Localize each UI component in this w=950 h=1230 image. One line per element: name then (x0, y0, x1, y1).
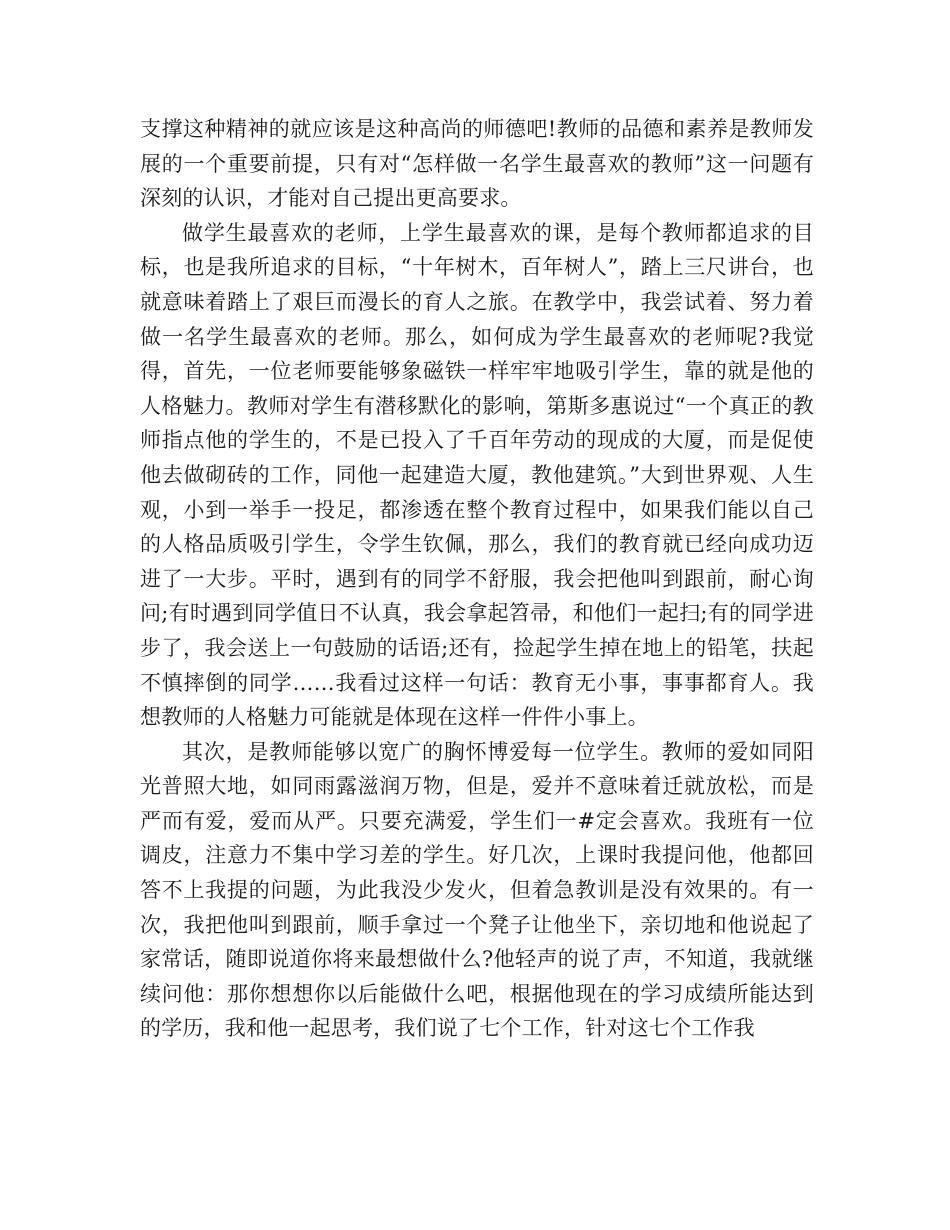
paragraph-3: 其次，是教师能够以宽广的胸怀博爱每一位学生。教师的爱如同阳光普照大地，如同雨露滋润万物，但是，爱并不意味着迁就放松，而是严而有爱，爱而从严。只要充满爱，学生们一#定会喜欢。我班有一位调皮，注意力不集中学习差的学生。好几次，上课时我提问他，他都回答不上我提的问题，为此我没少发火，但着急教训是没有效果的。有一次，我把他叫到跟前，顺手拿过一个凳子让他坐下，亲切地和他说起了家常话，随即说道你将来最想做什么?他轻声的说了声，不知道，我就继续问他：那你想想你以后能做什么吧，根据他现在的学习成绩所能达到的学历，我和他一起思考，我们说了七个工作，针对这七个工作我 (140, 739, 814, 1041)
paragraph-2: 做学生最喜欢的老师，上学生最喜欢的课，是每个教师都追求的目标，也是我所追求的目标，“十年树木，百年树人”，踏上三尺讲台，也就意味着踏上了艰巨而漫长的育人之旅。在教学中，我尝试着、努力着做一名学生最喜欢的老师。那么，如何成为学生最喜欢的老师呢?我觉得，首先，一位老师要能够象磁铁一样牢牢地吸引学生，靠的就是他的人格魅力。教师对学生有潜移默化的影响，第斯多惠说过“一个真正的教师指点他的学生的，不是已投入了千百年劳动的现成的大厦，而是促使他去做砌砖的工作，同他一起建造大厦，教他建筑。”大到世界观、人生观，小到一举手一投足，都渗透在整个教育过程中，如果我们能以自己的人格品质吸引学生，令学生钦佩，那么，我们的教育就已经向成功迈进了一大步。平时，遇到有的同学不舒服，我会把他叫到跟前，耐心询问;有时遇到同学值日不认真，我会拿起笤帚，和他们一起扫;有的同学进步了，我会送上一句鼓励的话语;还有，捡起学生掉在地上的铅笔，扶起不慎摔倒的同学……我看过这样一句话：教育无小事，事事都育人。我想教师的人格魅力可能就是体现在这样一件件小事上。 (140, 220, 814, 730)
paragraph-1: 支撑这种精神的就应该是这种高尚的师德吧!教师的品德和素养是教师发展的一个重要前提，只有对“怎样做一名学生最喜欢的教师”这一问题有深刻的认识，才能对自己提出更高要求。 (140, 117, 814, 211)
document-body (140, 112, 814, 1046)
